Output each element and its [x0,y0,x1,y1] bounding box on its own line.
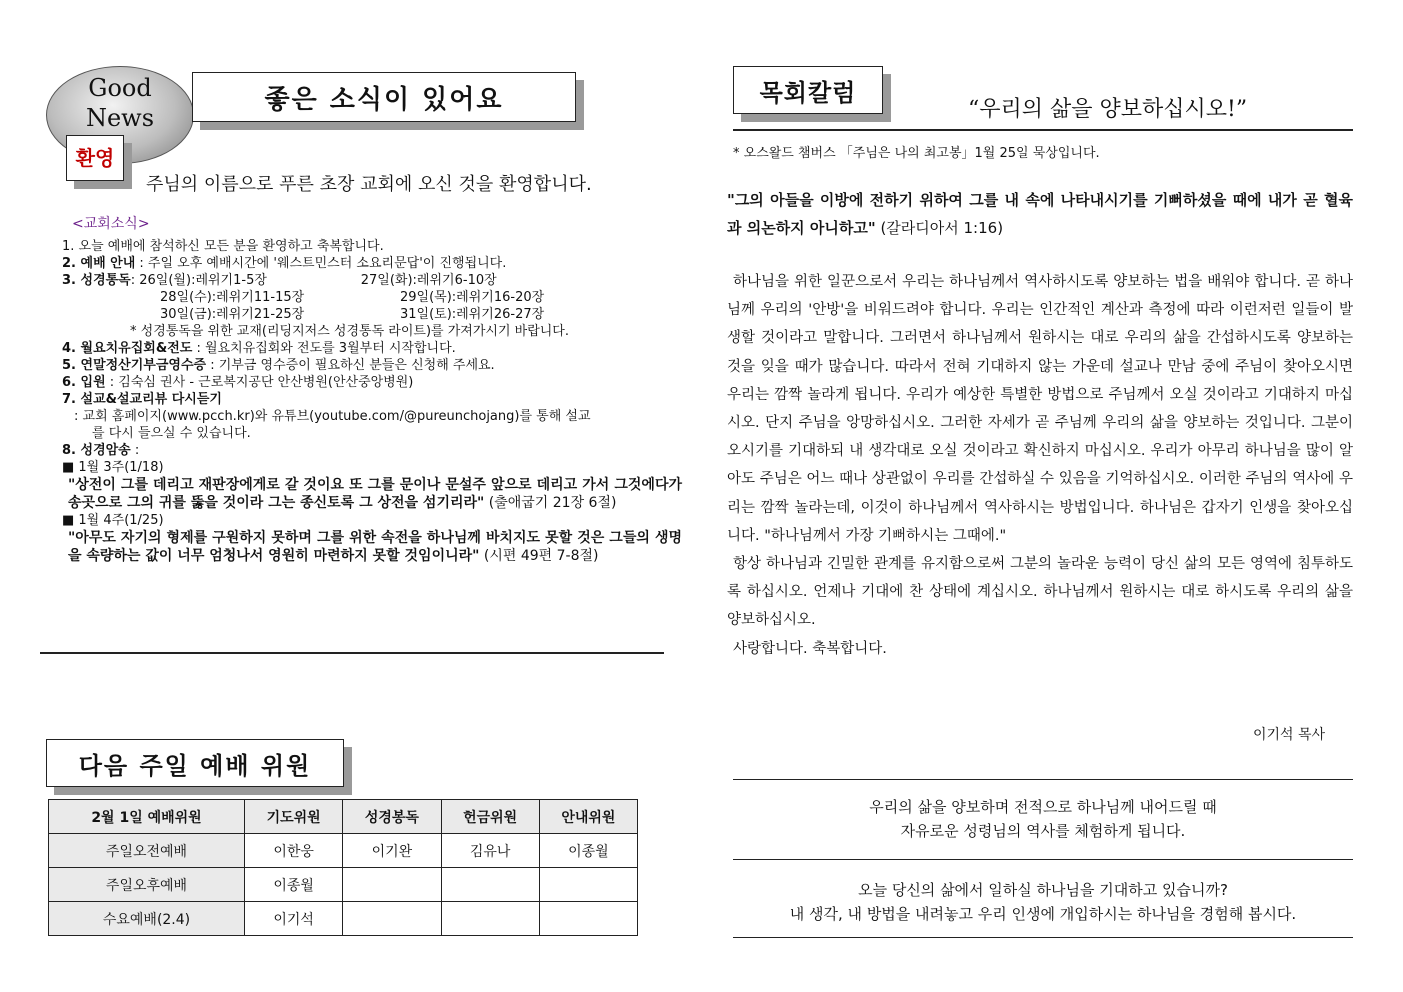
week3-ref: (출애굽기 21장 6절) [484,495,617,511]
week3-verse: "상전이 그를 데리고 재판장에게로 갈 것이요 또 그를 문이나 문설주 앞으로 데리고 가서 그것에다가 송곳으로 그의 귀를 뚫을 것이라 그는 종신토록 그 상전을 섬기리라" [68,477,682,511]
logo-line-news: News [85,104,155,132]
scripture-ref: (갈라디아서 1:16) [875,219,1004,237]
news-item-5-label: 5. 연말정산기부금영수증 [62,358,207,373]
summary-box-2 [733,878,1353,926]
table-cell: 주일오전예배 [49,834,245,868]
table-header-cell: 성경봉독 [343,800,441,834]
table-cell [343,868,441,902]
week4-verse-block [62,529,682,565]
welcome-label: 환영 [75,146,115,170]
summary-2-line-1: 오늘 당신의 삶에서 일하실 하나님을 기대하고 있습니까? [858,881,1228,899]
reading-thu: 29일(목):레위기16-20장 [400,290,545,305]
table-cell: 김유나 [441,834,539,868]
news-item-7-text1: : 교회 홈페이지(www.pcch.kr)와 유튜브(youtube.com/@pureunchojang)를 통해 설교 [74,409,591,424]
reading-sat: 31일(토):레위기26-27장 [400,307,545,322]
table-cell: 이종월 [539,834,637,868]
news-item-3-line2 [62,289,682,306]
news-item-3-label: 3. 성경통독 [62,273,131,288]
news-item-5-text: : 기부금 영수증이 필요하신 분들은 신청해 주세요. [206,358,495,373]
week4-ref: (시편 49편 7-8절) [479,548,599,564]
news-item-8 [62,442,682,459]
column-label-box [733,66,883,114]
column-paragraph-1: 하나님을 위한 일꾼으로서 우리는 하나님께서 역사하시도록 양보하는 법을 배워야 합니다. 곧 하나님께 우리의 '안방'을 비워드려야 합니다. 우리는 인간적인 계산과 측정에 따라 이런저런 일들이 발생할 것이라고 말합니다. 그러면서 하나님께서 원하시는 대로 우리의 삶을 간섭하시도록 양보하는 것을 잊을 때가 많습니다. 따라서 전혀 기대하지 않는 가운데 설교나 만남 중에 주님이 찾아오시면 우리는 깜짝 놀라게 됩니다. 우리가 예상한 특별한 방법으로 주님께서 오실 것이라고 기대하지 마십시오. 단지 주님을 앙망하십시오. 그러한 자세가 곧 주님께 우리의 삶을 양보하는 것입니다. 그분이 오시기를 기대하되 내 생각대로 오실 것이라고 확신하지 마십시오. 우리가 아무리 하나님을 많이 알아도 주님은 어느 때나 상관없이 우리를 간섭하실 수 있음을 기억하십시오. 이러한 주님의 역사에 우리는 깜짝 놀라는데, 이것이 하나님께서 역사하시는 방법입니다. 하나님은 갑자기 인생을 찾아오십니다. "하나님께서 가장 기뻐하시는 그때에." [727,274,1353,544]
table-row [49,834,638,868]
box-bottom-rule [733,937,1353,938]
table-cell [441,902,539,936]
column-label: 목회칼럼 [759,79,857,107]
week3-verse-block [62,476,682,512]
news-item-7-text2: 를 다시 들으실 수 있습니다. [92,426,251,441]
news-item-3 [62,272,682,289]
reading-wed: 28일(수):레위기11-15장 [160,290,305,305]
table-cell: 이기석 [245,902,343,936]
news-item-4-text: : 월요치유집회와 전도를 3월부터 시작합니다. [192,341,456,356]
worship-title-box [46,739,344,787]
table-cell [539,902,637,936]
table-header-cell: 안내위원 [539,800,637,834]
table-cell: 이한웅 [245,834,343,868]
scripture-quote [727,186,1353,242]
news-item-7 [62,391,682,408]
news-item-5 [62,357,682,374]
table-header-cell: 2월 1일 예배위원 [49,800,245,834]
reading-tue: 27일(화):레위기6-10장 [360,273,497,288]
reading-mon: : 26일(월):레위기1-5장 [130,273,267,288]
news-item-2-text: : 주일 오후 예배시간에 '웨스트민스터 소요리문답'이 진행됩니다. [135,256,507,271]
good-news-title: 좋은 소식이 있어요 [264,85,504,115]
table-row [49,902,638,936]
worship-roles-table [48,799,638,936]
table-header-cell: 기도위원 [245,800,343,834]
table-cell: 주일오후예배 [49,868,245,902]
box-top-rule [733,779,1353,780]
worship-title: 다음 주일 예배 위원 [78,752,312,780]
logo-line-good: Good [88,74,152,102]
table-cell [539,868,637,902]
summary-1-line-2: 자유로운 성령님의 역사를 체험하게 됩니다. [900,822,1186,840]
column-paragraph-2: 항상 하나님과 긴밀한 관계를 유지함으로써 그분의 놀라운 능력이 당신 삶의 모든 영역에 침투하도록 하십시오. 언제나 기대에 찬 상태에 계십시오. 하나님께서 원하시는 대로 하시도록 우리의 삶을 양보하십시오. [727,556,1353,629]
week3-heading: ■ 1월 3주(1/18) [62,460,164,475]
column-body [727,268,1353,663]
table-cell: 이종월 [245,868,343,902]
week4-verse: "아무도 자기의 형제를 구원하지 못하며 그를 위한 속전을 하나님께 바치지도 못할 것은 그들의 생명을 속량하는 값이 너무 엄청나서 영원히 마련하지 못할 것임이니라" [68,530,682,564]
table-cell [441,868,539,902]
summary-2-line-2: 내 생각, 내 방법을 내려놓고 우리 인생에 개입하시는 하나님을 경험해 봅시다. [789,905,1297,923]
news-item-4-label: 4. 월요치유집회&전도 [62,341,193,356]
news-item-2-label: 2. 예배 안내 [62,256,136,271]
column-source-note: * 오스왈드 챔버스 「주님은 나의 최고봉」1월 25일 묵상입니다. [733,146,1100,161]
table-row [49,868,638,902]
column-divider [733,129,1353,131]
news-item-6-text: : 김숙심 권사 - 근로복지공단 안산병원(안산중앙병원) [105,375,414,390]
reading-fri: 30일(금):레위기21-25장 [160,307,305,322]
box-middle-rule [733,859,1353,860]
news-item-7-label: 7. 설교&설교리뷰 다시듣기 [62,392,222,407]
week4-heading: ■ 1월 4주(1/25) [62,513,164,528]
news-item-2 [62,255,682,272]
news-heading: <교회소식> [72,216,150,232]
summary-box-1 [733,795,1353,843]
news-item-8-label: 8. 성경암송 [62,443,131,458]
news-item-3-line3 [62,306,682,323]
news-item-6 [62,374,682,391]
welcome-label-box [66,135,124,181]
author-signature: 이기석 목사 [1253,727,1326,743]
news-item-1: 1. 오늘 예배에 참석하신 모든 분을 환영하고 축복합니다. [62,239,384,254]
welcome-text: 주님의 이름으로 푸른 초장 교회에 오신 것을 환영합니다. [146,174,592,195]
table-cell: 수요예배(2.4) [49,902,245,936]
news-item-4 [62,340,682,357]
news-item-6-label: 6. 입원 [62,375,106,390]
left-divider [40,652,664,654]
reading-note: * 성경통독을 위한 교재(리딩지저스 성경통독 라이트)를 가져가시기 바랍니다. [130,324,570,339]
summary-1-line-1: 우리의 삶을 양보하며 전적으로 하나님께 내어드릴 때 [869,798,1217,816]
table-cell: 이기완 [343,834,441,868]
column-title: “우리의 삶을 양보하십시오!” [968,97,1248,122]
scripture-text: "그의 아들을 이방에 전하기 위하여 그를 내 속에 나타내시기를 기뻐하셨을 때에 내가 곧 혈육과 의논하지 아니하고" [727,191,1353,237]
news-item-8-colon: : [130,443,140,458]
table-header-cell: 헌금위원 [441,800,539,834]
table-header-row [49,800,638,834]
church-news-list [62,238,682,565]
table-cell [343,902,441,936]
column-paragraph-3: 사랑합니다. 축복합니다. [733,640,887,657]
good-news-title-box [192,72,576,122]
